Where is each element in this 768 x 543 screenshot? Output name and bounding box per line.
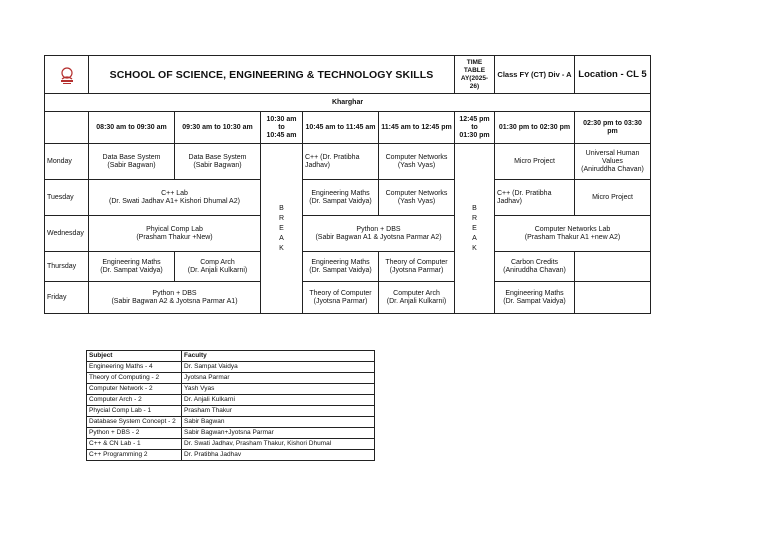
subject-header: Subject [87, 351, 182, 362]
university-logo-icon [56, 64, 78, 86]
lecture-cell: Data Base System (Sabir Bagwan) [175, 144, 261, 180]
lab-cell: Python + DBS (Sabir Bagwan A2 & Jyotsna Parmar A1) [89, 282, 261, 314]
table-row [87, 384, 375, 395]
table-row [87, 417, 375, 428]
timetable-label [455, 56, 495, 94]
faculty-cell: Dr. Swati Jadhav, Prasham Thakur, Kishori Dhumal [182, 439, 375, 450]
empty-cell [575, 252, 651, 282]
subject-cell: Phycial Comp Lab - 1 [87, 406, 182, 417]
faculty-cell: Dr. Anjali Kulkarni [182, 395, 375, 406]
table-row [87, 428, 375, 439]
faculty-table [86, 350, 375, 461]
faculty-cell: Dr. Pratibha Jadhav [182, 450, 375, 461]
lecture-cell: Universal Human Values (Aniruddha Chavan) [575, 144, 651, 180]
time-slot-6: 02:30 pm to 03:30 pm [575, 112, 651, 144]
lecture-cell: C++ (Dr. Pratibha Jadhav) [495, 180, 575, 216]
faculty-cell: Dr. Sampat Vaidya [182, 362, 375, 373]
table-row [87, 450, 375, 461]
timetable [44, 55, 651, 314]
faculty-header: Faculty [182, 351, 375, 362]
time-slot-break2-start: 12:45 pm to [459, 115, 490, 131]
time-slot-2: 09:30 am to 10:30 am [175, 112, 261, 144]
class-label: Class FY (CT) Div - A [495, 56, 575, 94]
lecture-cell: Theory of Computer (Jyotsna Parmar) [379, 252, 455, 282]
day-label: Thursday [45, 252, 89, 282]
lecture-cell: Engineering Maths (Dr. Sampat Vaidya) [303, 180, 379, 216]
break-column-2: B R E A K [455, 144, 495, 314]
subject-cell: C++ & CN Lab - 1 [87, 439, 182, 450]
timetable-line1: TIME TABLE [463, 58, 486, 74]
lecture-cell: Computer Arch (Dr. Anjali Kulkarni) [379, 282, 455, 314]
faculty-cell: Yash Vyas [182, 384, 375, 395]
lab-cell: Computer Networks Lab (Prasham Thakur A1 +new A2) [495, 216, 651, 252]
row-tuesday [45, 180, 651, 216]
subject-cell: Theory of Computing - 2 [87, 373, 182, 384]
lecture-cell: Engineering Maths (Dr. Sampat Vaidya) [495, 282, 575, 314]
table-row [87, 439, 375, 450]
row-thursday [45, 252, 651, 282]
faculty-cell: Prasham Thakur [182, 406, 375, 417]
lecture-cell: Computer Networks (Yash Vyas) [379, 144, 455, 180]
day-label: Monday [45, 144, 89, 180]
lecture-cell: Carbon Credits (Aniruddha Chavan) [495, 252, 575, 282]
lecture-cell: Data Base System (Sabir Bagwan) [89, 144, 175, 180]
lecture-cell: Computer Networks (Yash Vyas) [379, 180, 455, 216]
lecture-cell: Engineering Maths (Dr. Sampat Vaidya) [303, 252, 379, 282]
row-wednesday [45, 216, 651, 252]
faculty-cell: Jyotsna Parmar [182, 373, 375, 384]
subject-cell: Computer Arch - 2 [87, 395, 182, 406]
table-row [87, 395, 375, 406]
day-label: Friday [45, 282, 89, 314]
lab-cell: C++ Lab (Dr. Swati Jadhav A1+ Kishori Dhumal A2) [89, 180, 261, 216]
logo-cell [45, 56, 89, 94]
empty-cell [575, 282, 651, 314]
faculty-cell: Sabir Bagwan+Jyotsna Parmar [182, 428, 375, 439]
lecture-cell: C++ (Dr. Pratibha Jadhav) [303, 144, 379, 180]
day-label: Wednesday [45, 216, 89, 252]
time-slot-break2-end: 01:30 pm [459, 131, 490, 139]
break-column-1: B R E A K [261, 144, 303, 314]
corner-cell [45, 112, 89, 144]
time-slot-break1-end: 10:45 am [266, 131, 297, 139]
academic-year: AY(2025-26) [460, 74, 489, 90]
subject-cell: C++ Programming 2 [87, 450, 182, 461]
table-row [87, 406, 375, 417]
time-slot-3: 10:45 am to 11:45 am [303, 112, 379, 144]
time-slot-break1-start: 10:30 am to [266, 115, 297, 131]
lecture-cell: Engineering Maths (Dr. Sampat Vaidya) [89, 252, 175, 282]
subject-cell: Python + DBS - 2 [87, 428, 182, 439]
row-friday [45, 282, 651, 314]
time-slot-4: 11:45 am to 12:45 pm [379, 112, 455, 144]
time-slot-break1 [261, 112, 303, 144]
faculty-cell: Sabir Bagwan [182, 417, 375, 428]
lecture-cell: Comp Arch (Dr. Anjali Kulkarni) [175, 252, 261, 282]
location-label: Location - CL 5 [575, 56, 651, 94]
time-slot-5: 01:30 pm to 02:30 pm [495, 112, 575, 144]
subject-cell: Engineering Maths - 4 [87, 362, 182, 373]
faculty-header-row [87, 351, 375, 362]
lab-cell: Python + DBS (Sabir Bagwan A1 & Jyotsna Parmar A2) [303, 216, 455, 252]
time-slot-1: 08:30 am to 09:30 am [89, 112, 175, 144]
lecture-cell: Micro Project [495, 144, 575, 180]
subject-cell: Computer Network - 2 [87, 384, 182, 395]
lecture-cell: Micro Project [575, 180, 651, 216]
subject-cell: Database System Concept - 2 [87, 417, 182, 428]
lab-cell: Phyical Comp Lab (Prasham Thakur +New) [89, 216, 261, 252]
time-slot-break2 [455, 112, 495, 144]
school-title: SCHOOL OF SCIENCE, ENGINEERING & TECHNOLOGY SKILLS [89, 56, 455, 94]
table-row [87, 373, 375, 384]
day-label: Tuesday [45, 180, 89, 216]
lecture-cell: Theory of Computer (Jyotsna Parmar) [303, 282, 379, 314]
table-row [87, 362, 375, 373]
campus-name: Kharghar [45, 94, 651, 112]
row-monday [45, 144, 651, 180]
